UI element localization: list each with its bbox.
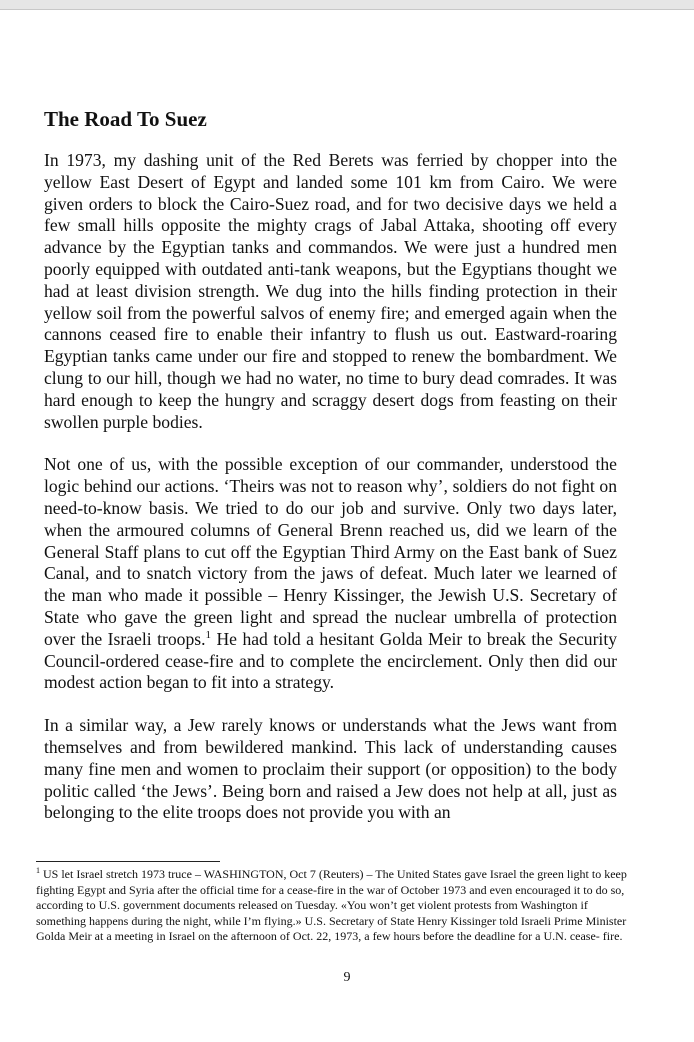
page-number: 9 [343,970,351,985]
paragraph-1: In 1973, my dashing unit of the Red Berets was ferried by chopper into the yellow East Desert of Egypt and landed some 101 km from Cairo. We were given orders to block the Cairo-Suez road, and for two decisive days we held a few small hills opposite the mighty crags of Jabal Attaka, shooting off every advance by the Egyptian tanks and commandos. We were just a hundred men poorly equipped with outdated anti-tank weapons, but the Egyptians thought we had at least division strength. We dug into the hills finding protection in their yellow soil from the powerful salvos of enemy fire; and emerged again when the cannons ceased fire to enable their infantry to flush us out. Eastward-roaring Egyptian tanks came under our fire and stopped to renew the bombardment. We clung to our hill, though we had no water, no time to bury dead comrades. It was hard enough to keep the hungry and scraggy desert dogs from feasting on their swollen purple bodies. [44,150,617,432]
paragraph-2 [44,454,617,694]
viewer-top-bar [0,0,694,10]
paragraph-3: In a similar way, a Jew rarely knows or understands what the Jews want from themselves and from bewildered mankind. This lack of understanding causes many fine men and women to proclaim their support (or opposition) to the body politic called ‘the Jews’. Being born and raised a Jew does not help at all, just as belonging to the elite troops does not provide you with an [44,715,617,823]
paragraph-2-text-before: Not one of us, with the possible exception of our commander, understood the logic behind our actions. ‘Theirs was not to reason why’, soldiers do not fight on need-to-know basis. We tried to do our job and survive. Only two days later, when the armoured columns of General Brenn reached us, did we learn of the General Staff plans to cut off the Egyptian Third Army on the East bank of Suez Canal, and to snatch victory from the jaws of defeat. Much later we learned of the man who made it possible – Henry Kissinger, the Jewish U.S. Secretary of State who gave the green light and spread the nuclear umbrella of protection over the Israeli troops. [44,454,617,649]
paragraph-2-text-after: He had told a hesitant Golda Meir to break the Security Council-ordered cease-fire and to complete the encirclement. Only then did our modest action began to fit into a strategy. [44,628,618,693]
footnote-marker: 1 [36,866,40,875]
footnote-reference[interactable]: 1 [205,628,211,641]
footnote [36,867,636,945]
footnote-separator [36,861,220,862]
document-page [44,106,617,845]
chapter-title: The Road To Suez [44,107,207,131]
footnote-text: US let Israel stretch 1973 truce – WASHINGTON, Oct 7 (Reuters) – The United States gave Israel the green light to keep fighting Egypt and Syria after the official time for a cease-fire in the war of October 1973 and even encouraged it to do so, according to U.S. government documents released on Tuesday. «You won’t get violent protests from Washington if something happens during the night, while I’m flying.» U.S. Secretary of State Henry Kissinger told Israeli Prime Minister Golda Meir at a meeting in Israel on the afternoon of Oct. 22, 1973, a few hours before the deadline for a U.N. cease- fire. [36,867,627,943]
